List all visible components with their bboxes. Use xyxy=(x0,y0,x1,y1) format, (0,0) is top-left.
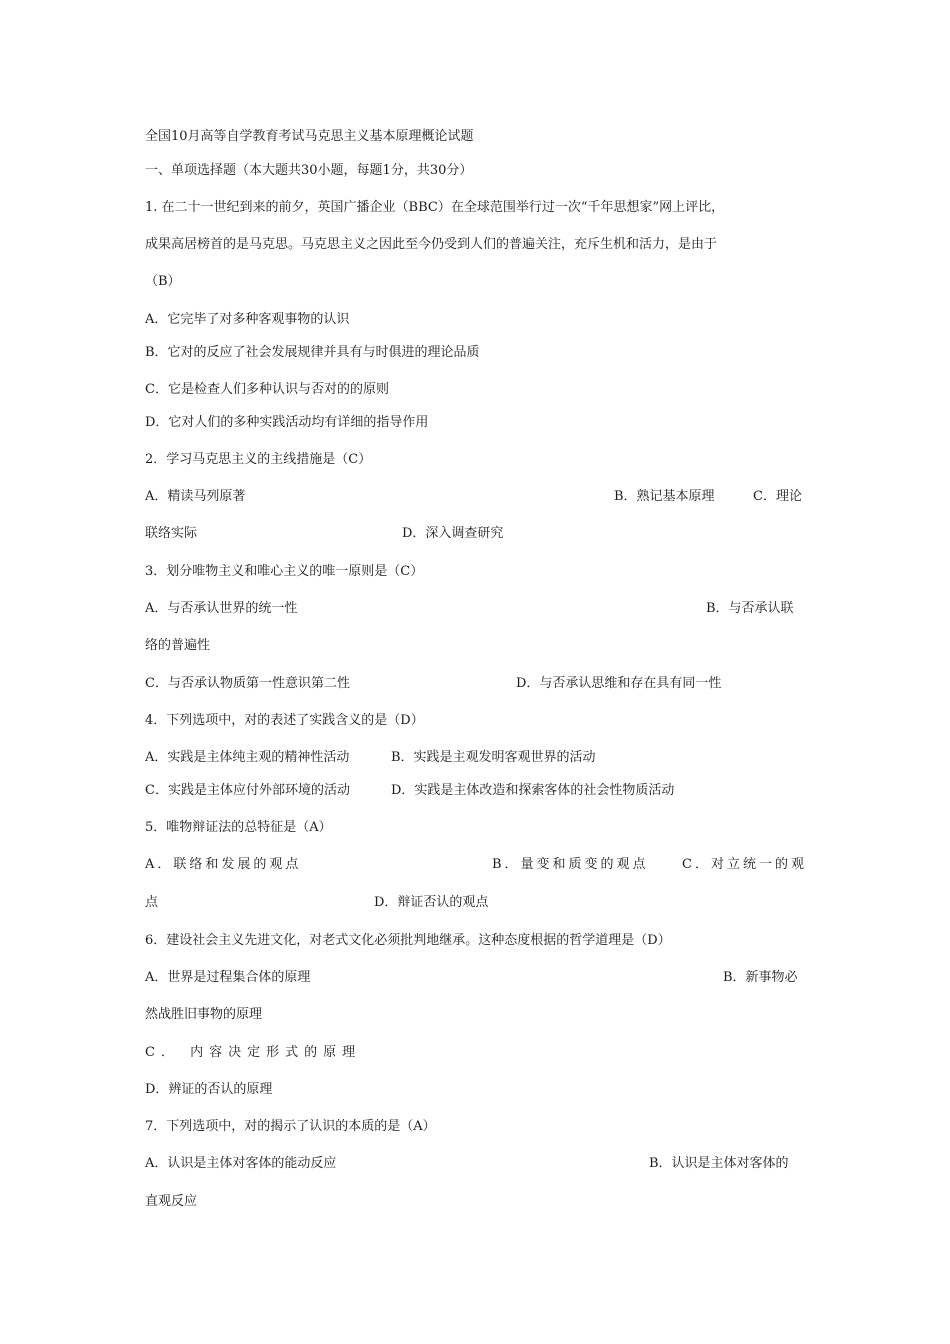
q4-option-d: D．实践是主体改造和探索客体的社会性物质活动 xyxy=(391,783,675,798)
q5-option-a: A．联络和发展的观点 xyxy=(145,857,302,872)
q2-option-c-part2: 联络实际 xyxy=(145,526,198,541)
q6-option-c: C． 内容决定形式的原理 xyxy=(145,1045,362,1060)
q6-option-b-part1: B．新事物必 xyxy=(723,970,798,985)
q3-option-c: C．与否承认物质第一性意识第二性 xyxy=(145,676,350,691)
q4-stem: 4．下列选项中，对的表述了实践含义的是（D） xyxy=(145,713,424,728)
q1-option-a: A．它完毕了对多种客观事物的认识 xyxy=(145,312,350,327)
q7-option-a: A．认识是主体对客体的能动反应 xyxy=(145,1156,337,1171)
q1-stem-line3: （B） xyxy=(145,274,181,289)
q5-option-c-part1: C．对立统一的观 xyxy=(682,857,807,872)
q2-option-b: B．熟记基本原理 xyxy=(614,489,715,504)
q3-option-a: A．与否承认世界的统一性 xyxy=(145,601,298,616)
q1-option-d: D．它对人们的多种实践活动均有详细的指导作用 xyxy=(145,415,429,430)
q3-option-b-part1: B．与否承认联 xyxy=(706,601,794,616)
q6-option-b-part2: 然战胜旧事物的原理 xyxy=(145,1007,263,1022)
q7-stem: 7．下列选项中，对的揭示了认识的本质的是（A） xyxy=(145,1119,436,1134)
q4-option-b: B．实践是主观发明客观世界的活动 xyxy=(391,750,596,765)
q1-option-b: B．它对的反应了社会发展规律并具有与时俱进的理论品质 xyxy=(145,345,480,360)
q6-option-d: D．辨证的否认的原理 xyxy=(145,1082,273,1097)
q3-option-b-part2: 络的普遍性 xyxy=(145,638,211,653)
q1-stem-line1: 1. 在二十一世纪到来的前夕，英国广播企业（BBC）在全球范围举行过一次“千年思想家”网上评比， xyxy=(145,200,725,215)
q1-stem-line2: 成果高居榜首的是马克思。马克思主义之因此至今仍受到人们的普遍关注，充斥生机和活力，是由于 xyxy=(145,237,718,252)
q5-option-b: B．量变和质变的观点 xyxy=(492,857,649,872)
section-heading: 一、单项选择题（本大题共30小题，每题1分，共30分） xyxy=(145,163,473,178)
q4-option-a: A．实践是主体纯主观的精神性活动 xyxy=(145,750,350,765)
q5-option-c-part2: 点 xyxy=(145,895,159,910)
q3-stem: 3．划分唯物主义和唯心主义的唯一原则是（C） xyxy=(145,564,424,579)
document-title: 全国10月高等自学教育考试马克思主义基本原理概论试题 xyxy=(145,129,474,144)
q6-stem: 6．建设社会主义先进文化，对老式文化必须批判地继承。这种态度根据的哲学道理是（D） xyxy=(145,933,671,948)
q2-option-d: D．深入调查研究 xyxy=(402,526,504,541)
q4-option-c: C．实践是主体应付外部环境的活动 xyxy=(145,783,350,798)
q2-option-c-part1: C．理论 xyxy=(753,489,802,504)
q3-option-d: D．与否承认思维和存在具有同一性 xyxy=(516,676,722,691)
q5-option-d: D．辩证否认的观点 xyxy=(374,895,489,910)
q7-option-b-part2: 直观反应 xyxy=(145,1194,198,1209)
q2-stem: 2．学习马克思主义的主线措施是（C） xyxy=(145,452,372,467)
q7-option-b-part1: B．认识是主体对客体的 xyxy=(649,1156,789,1171)
q2-option-a: A．精读马列原著 xyxy=(145,489,246,504)
q1-option-c: C．它是检查人们多种认识与否对的的原则 xyxy=(145,382,389,397)
q6-option-a: A．世界是过程集合体的原理 xyxy=(145,970,311,985)
q5-stem: 5．唯物辩证法的总特征是（A） xyxy=(145,820,332,835)
